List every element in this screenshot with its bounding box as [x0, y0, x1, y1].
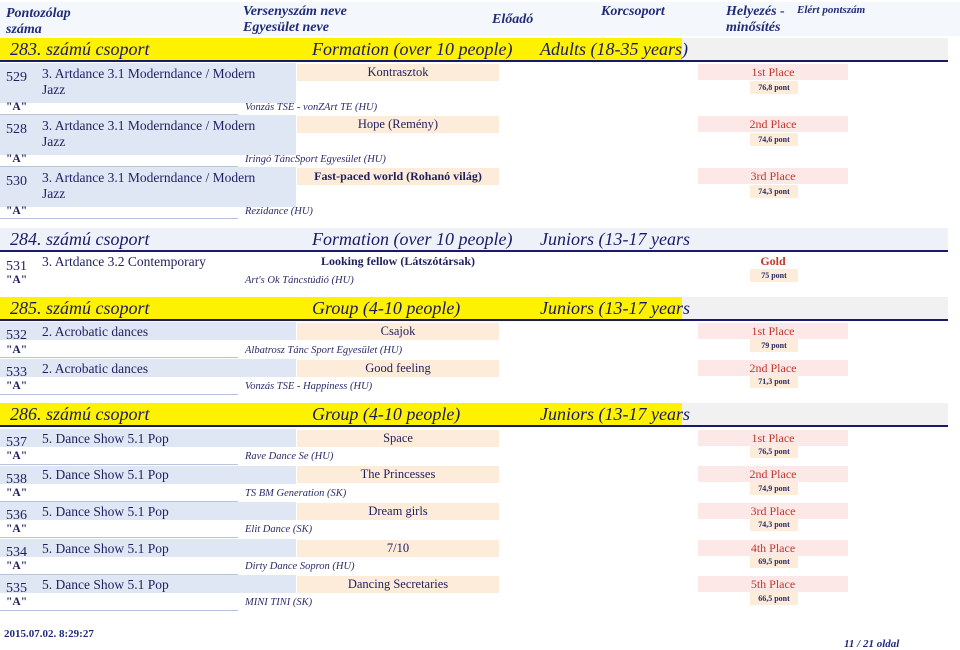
entry-class: "A" — [6, 274, 28, 286]
entry-class: "A" — [6, 596, 28, 608]
entry-category-cont: Jazz — [42, 82, 66, 97]
entry-title: Space — [297, 430, 499, 447]
entry-class: "A" — [6, 205, 28, 217]
entry-title: Good feeling — [297, 360, 499, 377]
group-band-tail — [682, 38, 948, 60]
entry-class: "A" — [6, 487, 28, 499]
row-divider — [0, 218, 238, 219]
entry-category-cont: Jazz — [42, 134, 66, 149]
group-rule — [0, 425, 948, 427]
group-rule — [0, 319, 948, 321]
entry-class: "A" — [6, 560, 28, 572]
group-format: Formation (over 10 people) — [312, 229, 513, 249]
group-format: Group (4-10 people) — [312, 298, 461, 318]
entry-title: Looking fellow (Látszótársak) — [321, 254, 475, 268]
entry-number: 532 — [6, 328, 27, 343]
row-divider — [0, 610, 238, 611]
entry-placement: 3rd Place — [698, 168, 848, 184]
entry-category: 3. Artdance 3.2 Contemporary — [42, 254, 206, 269]
header-col-score: Elért pontszám — [797, 4, 866, 16]
group-age: Adults (18-35 years) — [540, 39, 688, 59]
entry-placement: 1st Place — [698, 64, 848, 80]
entry-number: 531 — [6, 259, 27, 274]
entry-category: 5. Dance Show 5.1 Pop — [42, 467, 169, 482]
row-divider — [0, 464, 238, 465]
group-band-tail — [682, 297, 948, 319]
entry-class: "A" — [6, 450, 28, 462]
entry-placement: 5th Place — [698, 576, 848, 592]
entry-category: 5. Dance Show 5.1 Pop — [42, 504, 169, 519]
group-number: 284. számú csoport — [10, 229, 150, 249]
entry-title: Dream girls — [297, 503, 499, 520]
entry-number: 530 — [6, 174, 27, 189]
row-divider — [0, 537, 238, 538]
entry-category: 5. Dance Show 5.1 Pop — [42, 431, 169, 446]
entry-score: 76,5 pont — [750, 445, 798, 458]
entry-club: Vonzás TSE - Happiness (HU) — [245, 381, 373, 392]
entry-class: "A" — [6, 523, 28, 535]
entry-score: 76,8 pont — [750, 81, 798, 94]
entry-club: Dirty Dance Sopron (HU) — [245, 561, 355, 572]
group-band — [0, 403, 960, 425]
group-number: 286. számú csoport — [10, 404, 150, 424]
entry-score: 79 pont — [750, 339, 798, 352]
entry-title: The Princesses — [297, 466, 499, 483]
entry-score: 74,3 pont — [750, 185, 798, 198]
header-placement-line1: Helyezés - — [726, 4, 785, 19]
entry-score: 71,3 pont — [750, 375, 798, 388]
header-col-placement — [726, 4, 785, 36]
entry-club: TS BM Generation (SK) — [245, 488, 347, 499]
group-age: Juniors (13-17 years — [540, 298, 690, 318]
entry-title: 7/10 — [297, 540, 499, 557]
group-age: Juniors (13-17 years — [540, 229, 690, 249]
entry-score: 74,6 pont — [750, 133, 798, 146]
entry-category: 3. Artdance 3.1 Moderndance / Modern — [42, 118, 256, 133]
entry-placement: 2nd Place — [698, 360, 848, 376]
group-rule — [0, 60, 948, 62]
page-number: 11 / 21 oldal — [844, 638, 900, 650]
entry-number: 534 — [6, 545, 27, 560]
entry-number: 528 — [6, 122, 27, 137]
entry-class: "A" — [6, 380, 28, 392]
entry-placement: 2nd Place — [698, 116, 848, 132]
entry-class: "A" — [6, 153, 28, 165]
entry-category: 3. Artdance 3.1 Moderndance / Modern — [42, 66, 256, 81]
entry-placement: Gold — [760, 254, 786, 268]
group-band — [0, 228, 960, 250]
entry-number: 529 — [6, 70, 27, 85]
entry-title: Kontrasztok — [297, 64, 499, 81]
group-format: Formation (over 10 people) — [312, 39, 513, 59]
entry-score: 69,5 pont — [750, 555, 798, 568]
entry-class: "A" — [6, 101, 28, 113]
entry-number: 537 — [6, 435, 27, 450]
entry-category: 3. Artdance 3.1 Moderndance / Modern — [42, 170, 256, 185]
entry-score: 74,3 pont — [750, 518, 798, 531]
entry-club: Rave Dance Se (HU) — [245, 451, 334, 462]
entry-club: MINI TINI (SK) — [245, 597, 313, 608]
header-col-event — [243, 4, 347, 36]
group-band — [0, 38, 960, 60]
row-divider — [0, 357, 238, 358]
entry-club: Art's Ok Táncstúdió (HU) — [245, 275, 354, 286]
entry-category: 2. Acrobatic dances — [42, 324, 149, 339]
entry-placement: 4th Place — [698, 540, 848, 556]
header-club-name: Egyesület neve — [243, 20, 329, 35]
header-col-performer: Előadó — [492, 12, 534, 27]
entry-club: Rezidance (HU) — [245, 206, 313, 217]
column-header — [0, 0, 960, 38]
header-col-sheet-number-text: Pontozólap száma — [6, 6, 71, 37]
entry-placement: 1st Place — [698, 323, 848, 339]
group-band — [0, 297, 960, 319]
entry-class: "A" — [6, 344, 28, 356]
row-divider — [0, 394, 238, 395]
group-number: 283. számú csoport — [10, 39, 150, 59]
entry-number: 535 — [6, 581, 27, 596]
entry-number: 538 — [6, 472, 27, 487]
entry-score: 74,9 pont — [750, 482, 798, 495]
group-number: 285. számú csoport — [10, 298, 150, 318]
header-col-age-group: Korcsoport — [601, 4, 665, 19]
header-event-name: Versenyszám neve — [243, 4, 347, 19]
entry-club: Iringó TáncSport Egyesület (HU) — [245, 154, 386, 165]
entry-number: 536 — [6, 508, 27, 523]
entry-club: Vonzás TSE - vonZArt TE (HU) — [245, 102, 378, 113]
entry-score: 66,5 pont — [750, 592, 798, 605]
group-rule — [0, 250, 948, 252]
entry-club: Albatrosz Tánc Sport Egyesület (HU) — [245, 345, 403, 356]
header-col-sheet-number — [6, 6, 76, 38]
entry-placement: 1st Place — [698, 430, 848, 446]
group-age: Juniors (13-17 years — [540, 404, 690, 424]
entry-category: 5. Dance Show 5.1 Pop — [42, 577, 169, 592]
group-format: Group (4-10 people) — [312, 404, 461, 424]
entry-title: Hope (Remény) — [297, 116, 499, 133]
group-band-tail — [682, 403, 948, 425]
entry-title: Dancing Secretaries — [297, 576, 499, 593]
header-placement-line2: minősítés — [726, 20, 781, 35]
entry-title: Fast-paced world (Rohanó világ) — [297, 168, 499, 185]
entry-score: 75 pont — [750, 269, 798, 282]
entry-title: Csajok — [297, 323, 499, 340]
entry-club: Elit Dance (SK) — [245, 524, 313, 535]
entry-placement: 2nd Place — [698, 466, 848, 482]
entry-category-cont: Jazz — [42, 186, 66, 201]
entry-placement: 3rd Place — [698, 503, 848, 519]
entry-category: 5. Dance Show 5.1 Pop — [42, 541, 169, 556]
print-timestamp: 2015.07.02. 8:29:27 — [4, 628, 94, 640]
entry-category: 2. Acrobatic dances — [42, 361, 149, 376]
entry-number: 533 — [6, 365, 27, 380]
